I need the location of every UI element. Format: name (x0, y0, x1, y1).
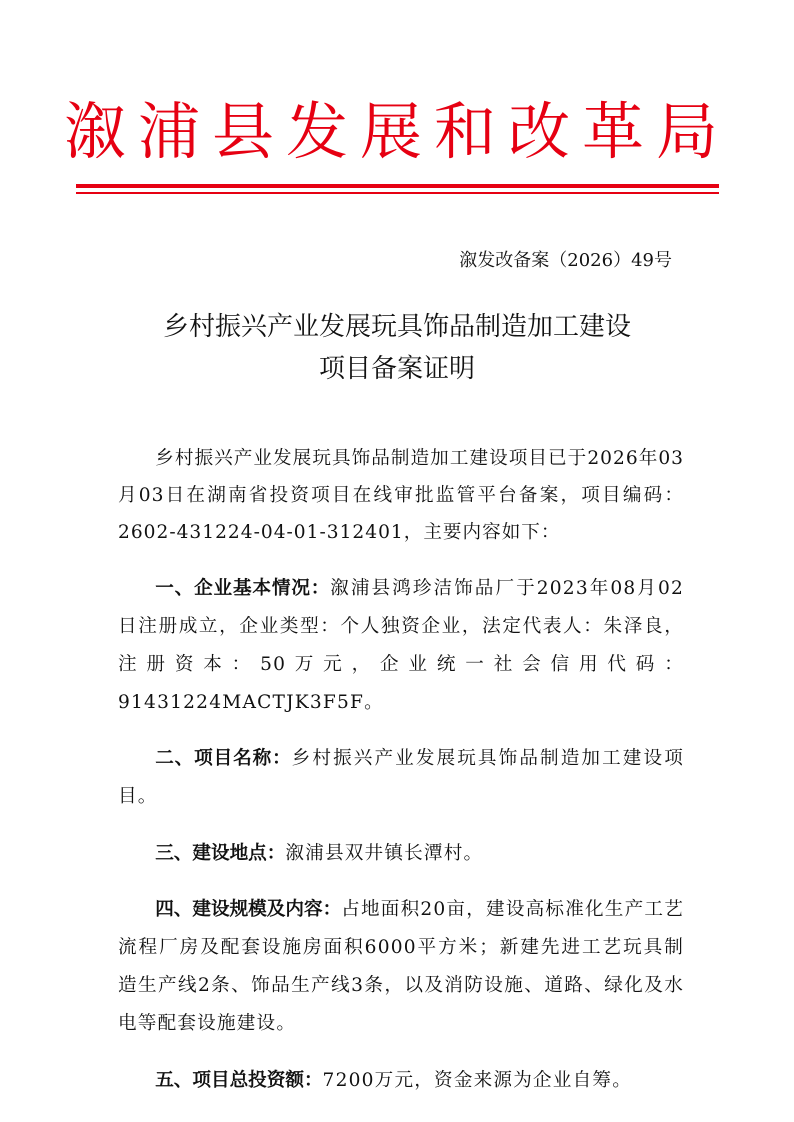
section-heading-2: 二、项目名称： (155, 748, 292, 770)
letterhead-rule-thin (76, 192, 719, 194)
section-text-2: 乡村振兴产业发展玩具饰品制造加工建设项目。 (118, 748, 684, 808)
section-text-1: 溆浦县鸿珍洁饰品厂于2023年08月02日注册成立，企业类型：个人独资企业，法定代表人：朱泽良，注册资本：50万元，企业统一社会信用代码：91431224MACTJK3F5F。 (118, 577, 684, 713)
section-heading-4: 四、建设规模及内容： (155, 899, 342, 921)
document-number: 溆发改备案（2026）49号 (459, 250, 672, 271)
section-paragraph-3 (118, 835, 684, 873)
document-body (118, 440, 684, 1106)
letterhead-rule-thick (76, 184, 719, 188)
section-text-4: 占地面积20亩，建设高标准化生产工艺流程厂房及配套设施房面积6000平方米；新建先进工艺玩具制造生产线2条、饰品生产线3条，以及消防设施、道路、绿化及水电等配套设施建设。 (118, 899, 684, 1035)
section-paragraph-5 (118, 1062, 684, 1100)
title-line-1: 乡村振兴产业发展玩具饰品制造加工建设 (162, 312, 631, 342)
section-heading-1: 一、企业基本情况： (155, 577, 331, 599)
letterhead-title: 溆浦县发展和改革局 (63, 95, 730, 168)
section-text-3: 溆浦县双井镇长潭村。 (285, 842, 484, 864)
section-paragraph-4 (118, 891, 684, 1043)
section-text-5: 7200万元，资金来源为企业自筹。 (322, 1069, 632, 1091)
intro-paragraph: 乡村振兴产业发展玩具饰品制造加工建设项目已于2026年03月03日在湖南省投资项目在线审批监管平台备案，项目编码：2602-431224-04-01-312401，主要内容如下： (118, 448, 684, 543)
document-title (80, 306, 714, 390)
section-heading-5: 五、项目总投资额： (155, 1069, 323, 1091)
section-heading-3: 三、建设地点： (155, 842, 286, 864)
title-line-2: 项目备案证明 (318, 354, 475, 384)
section-paragraph-2 (118, 740, 684, 816)
section-paragraph-1 (118, 570, 684, 722)
